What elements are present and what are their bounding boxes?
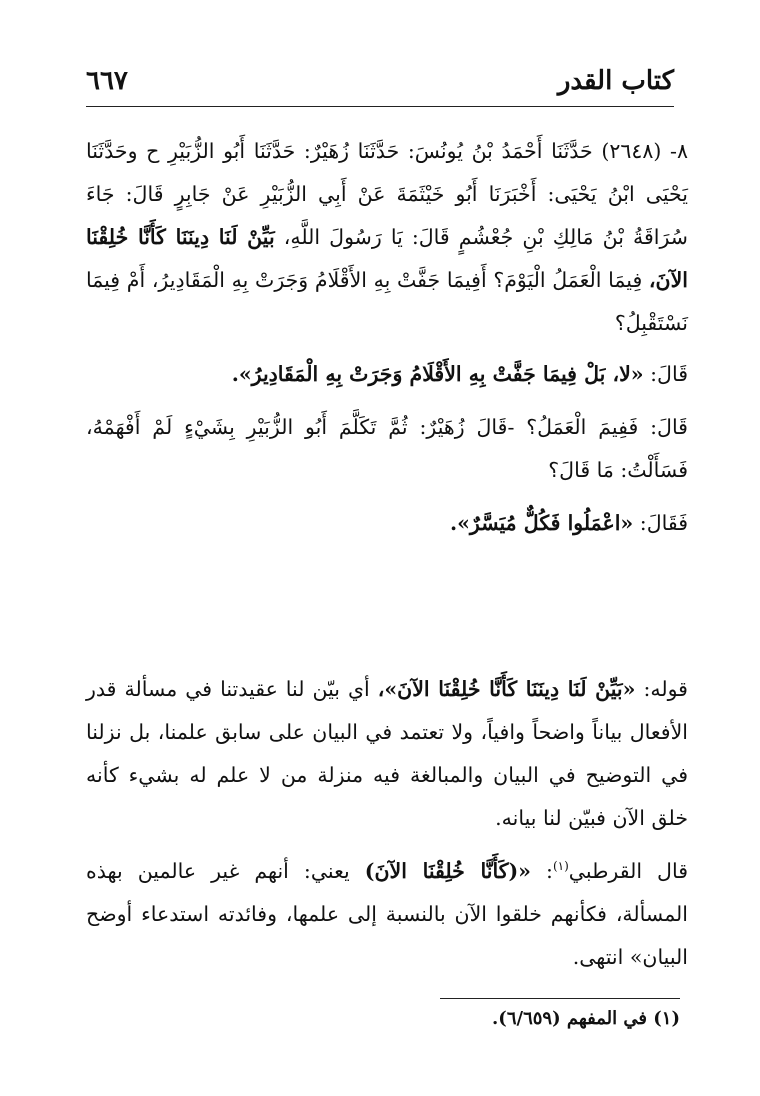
footnote: (١) في المفهم (٦/٦٥٩). (492, 1008, 680, 1029)
final-lead: فَقَالَ: (639, 511, 688, 535)
p2-bold: «(كَأَنَّا خُلِقْنَا الآنَ) (364, 859, 531, 883)
footnote-ref[interactable]: (١) (552, 859, 569, 874)
hadith-question-rest: فِيمَا الْعَمَلُ الْيَوْمَ؟ أَفِيمَا جَفَّتْ بِهِ الأَقْلَامُ وَجَرَتْ بِهِ الْمَقَادِيرُ، أَمْ فِيمَا نَسْتَقْبِلُ؟ (86, 268, 688, 335)
hadith-answer (86, 353, 688, 396)
hadith-followup: قَالَ: فَفِيمَ الْعَمَلُ؟ -قَالَ زُهَيْرٌ: ثُمَّ تَكَلَّمَ أَبُو الزُّبَيْرِ بِشَيْءٍ لَمْ أَفْهَمْهُ، فَسَأَلْتُ: مَا قَالَ؟ (86, 415, 688, 482)
hadith-paragraph (86, 130, 688, 345)
answer-lead: قَالَ: (650, 362, 688, 386)
commentary-paragraph-2 (86, 850, 688, 979)
hadith-text (86, 130, 688, 555)
footnote-divider (440, 998, 680, 999)
p2-colon: : (546, 859, 553, 883)
hadith-final (86, 502, 688, 545)
commentary-text (86, 668, 688, 989)
p1-rest: أي بيّن لنا عقيدتنا في مسألة قدر الأفعال بياناً واضحاً وافياً، ولا تعتمد في البيان على سابق علمنا، بل نزلنا في التوضيح في البيان والمبالغة فيه منزلة من لا علم له بشيء كأنه خلق الآن فبيّن لنا بيانه. (86, 677, 688, 830)
hadith-question-bold: بَيِّنْ لَنَا دِينَنَا كَأَنَّا خُلِقْنَا الآنَ، (86, 225, 688, 292)
commentary-paragraph-1 (86, 668, 688, 840)
p2-lead: قال القرطبي (568, 859, 688, 883)
p1-lead: قوله: (643, 677, 688, 701)
page-number: ٦٦٧ (86, 66, 128, 96)
page-header (86, 62, 674, 107)
running-title: كتاب القدر (557, 66, 674, 96)
p2-rest: يعني: أنهم غير عالمين بهذه المسألة، فكأنهم خلقوا الآن بالنسبة إلى علمها، وفائدته استدعاء أوضح البيان» انتهى. (86, 859, 688, 969)
final-bold: «اعْمَلُوا فَكُلٌّ مُيَسَّرٌ». (449, 511, 634, 535)
hadith-isnad: ٨- (٢٦٤٨) حَدَّثَنَا أَحْمَدُ بْنُ يُونُسَ: حَدَّثَنَا زُهَيْرٌ: حَدَّثَنَا أَبُو الزُّبَيْرِ ح وحَدَّثَنَا يَحْيَى ابْنُ يَحْيَى: أَخْبَرَنَا أَبُو خَيْثَمَةَ عَنْ أَبِي الزُّبَيْرِ عَنْ جَابِرٍ قَالَ: جَاءَ سُرَاقَةُ بْنُ مَالِكِ بْنِ جُعْشُمٍ قَالَ: يَا رَسُولَ اللَّهِ، (86, 139, 688, 249)
p1-bold: «بَيِّنْ لَنَا دِينَنَا كَأَنَّا خُلِقْنَا الآنَ»، (377, 677, 636, 701)
answer-bold: «لا، بَلْ فِيمَا جَفَّتْ بِهِ الأَقْلَامُ وَجَرَتْ بِهِ الْمَقَادِيرُ». (231, 362, 644, 386)
